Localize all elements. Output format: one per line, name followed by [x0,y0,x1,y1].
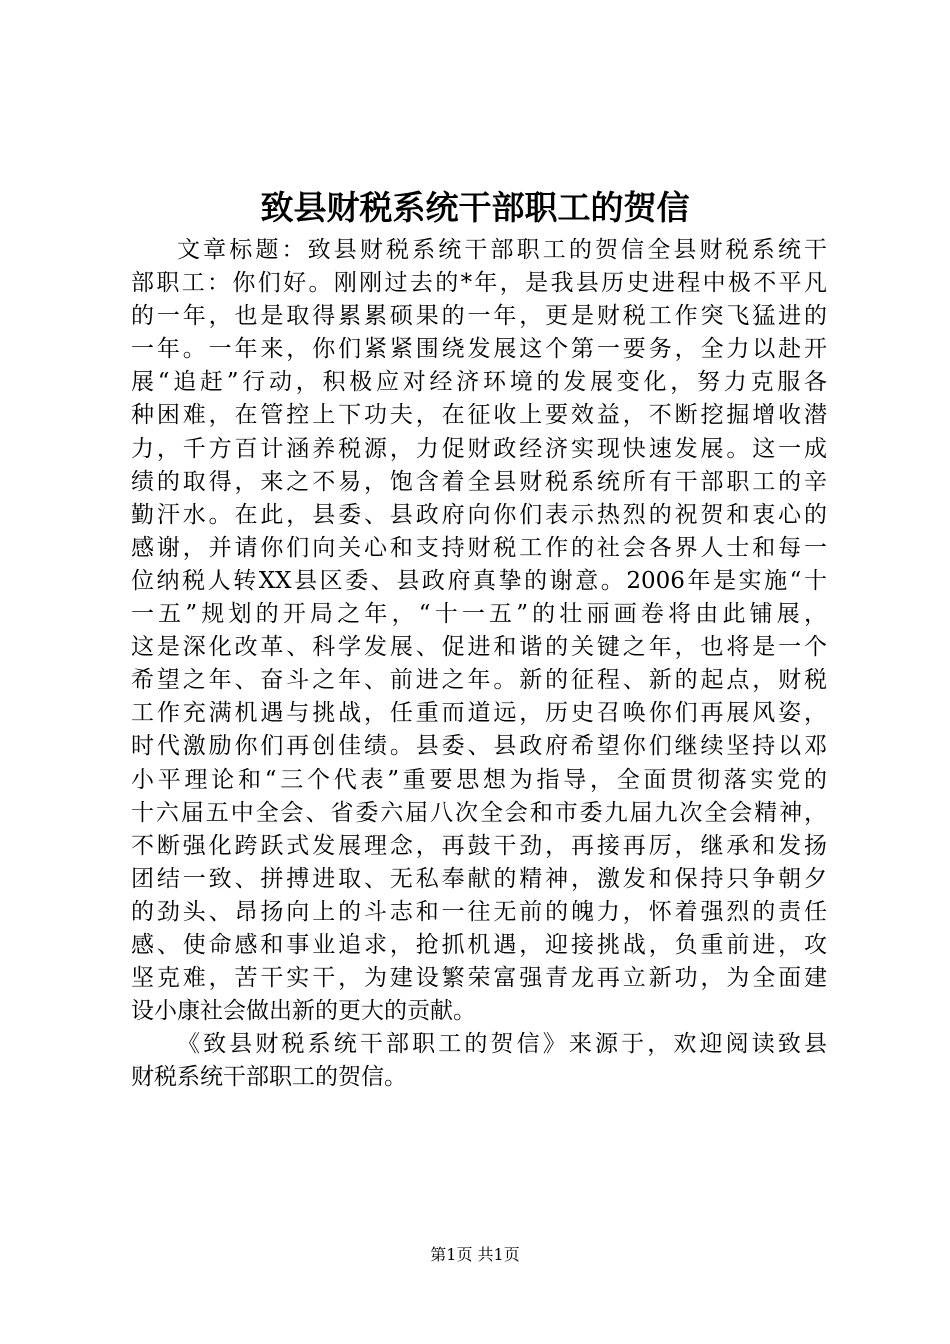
body-line: 一五”规划的开局之年，“十一五”的壮丽画卷将由此铺展， [131,601,827,628]
body-line: 部职工：你们好。刚刚过去的*年，是我县历史进程中极不平凡 [131,270,827,297]
source-line: 财税系统干部职工的贺信。 [131,1064,407,1091]
body-line: 这是深化改革、科学发展、促进和谐的关键之年，也将是一个 [131,634,827,661]
body-line: 十六届五中全会、省委六届八次全会和市委九届九次全会精神， [131,799,827,826]
body-line: 种困难，在管控上下功夫，在征收上要效益，不断挖掘增收潜 [131,402,827,429]
body-line: 不断强化跨跃式发展理念，再鼓干劲，再接再厉，继承和发扬 [131,832,827,859]
body-line: 一年。一年来，你们紧紧围绕发展这个第一要务，全力以赴开 [131,336,827,363]
body-line: 力，千方百计涵养税源，力促财政经济实现快速发展。这一成 [131,435,827,462]
body-line: 工作充满机遇与挑战，任重而道远，历史召唤你们再展风姿， [131,700,827,727]
document-title: 致县财税系统干部职工的贺信 [260,188,690,227]
body-line: 勤汗水。在此，县委、县政府向你们表示热烈的祝贺和衷心的 [131,501,827,528]
source-line: 《致县财税系统干部职工的贺信》来源于，欢迎阅读致县 [177,1031,827,1058]
body-line: 团结一致、拼搏进取、无私奉献的精神，激发和保持只争朝夕 [131,865,827,892]
body-line: 设小康社会做出新的更大的贡献。 [131,998,476,1025]
body-line: 的劲头、昂扬向上的斗志和一往无前的魄力，怀着强烈的责任 [131,898,827,925]
body-line: 文章标题：致县财税系统干部职工的贺信全县财税系统干 [177,237,827,263]
body-line: 希望之年、奋斗之年、前进之年。新的征程、新的起点，财税 [131,667,827,694]
body-line: 时代激励你们再创佳绩。县委、县政府希望你们继续坚持以邓 [131,733,827,760]
document-body [131,234,827,1094]
page-number-footer: 第1页 共1页 [430,1245,520,1264]
body-line: 小平理论和“三个代表”重要思想为指导，全面贯彻落实党的 [131,766,827,793]
body-line: 感、使命感和事业追求，抢抓机遇，迎接挑战，负重前进，攻 [131,931,827,958]
body-line: 的一年，也是取得累累硕果的一年，更是财税工作突飞猛进的 [131,303,827,330]
body-line: 绩的取得，来之不易，饱含着全县财税系统所有干部职工的辛 [131,468,827,495]
body-line: 位纳税人转XX县区委、县政府真挚的谢意。2006年是实施“十 [131,567,827,594]
body-line: 展“追赶”行动，积极应对经济环境的发展变化，努力克服各 [131,369,827,396]
body-line: 坚克难，苦干实干，为建设繁荣富强青龙再立新功，为全面建 [131,965,827,992]
body-line: 感谢，并请你们向关心和支持财税工作的社会各界人士和每一 [131,534,827,561]
